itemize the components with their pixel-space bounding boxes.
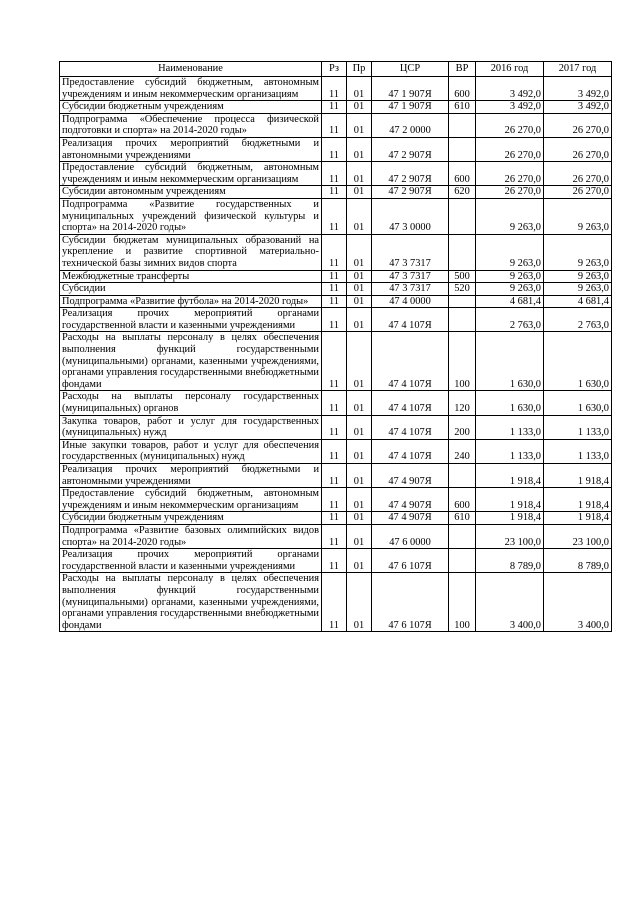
row-rz: 11 xyxy=(322,198,347,234)
table-row xyxy=(60,308,612,332)
row-pr: 01 xyxy=(347,270,372,283)
row-name-text: Расходы на выплаты персоналу государственных (муниципальных) органов xyxy=(62,391,319,415)
row-pr: 01 xyxy=(347,332,372,391)
row-pr: 01 xyxy=(347,198,372,234)
row-pr: 01 xyxy=(347,573,372,632)
row-csr: 47 6 107Я xyxy=(372,549,449,573)
row-amount-2016: 9 263,0 xyxy=(476,234,544,270)
row-amount-2017: 9 263,0 xyxy=(544,234,612,270)
row-vr xyxy=(449,549,476,573)
row-csr: 47 2 0000 xyxy=(372,113,449,137)
row-name-text: Субсидии бюджетным учреждениям xyxy=(62,512,224,524)
row-csr: 47 2 907Я xyxy=(372,186,449,199)
table-row xyxy=(60,512,612,525)
row-csr: 47 4 907Я xyxy=(372,464,449,488)
row-csr: 47 3 7317 xyxy=(372,234,449,270)
row-name xyxy=(60,464,322,488)
header-vr: ВР xyxy=(449,62,476,77)
row-rz: 11 xyxy=(322,308,347,332)
row-amount-2017: 3 492,0 xyxy=(544,101,612,114)
row-amount-2016: 3 492,0 xyxy=(476,77,544,101)
row-name-text: Иные закупки товаров, работ и услуг для обеспечения государственных (муниципальных) нужд xyxy=(62,439,319,463)
row-rz: 11 xyxy=(322,270,347,283)
row-name xyxy=(60,295,322,308)
row-name xyxy=(60,573,322,632)
row-name xyxy=(60,488,322,512)
row-pr: 01 xyxy=(347,283,372,296)
row-amount-2017: 26 270,0 xyxy=(544,137,612,161)
row-amount-2017: 9 263,0 xyxy=(544,270,612,283)
row-pr: 01 xyxy=(347,101,372,114)
row-name-text: Реализация прочих мероприятий органами государственной власти и казенными учреждениями xyxy=(62,549,319,572)
row-pr: 01 xyxy=(347,137,372,161)
row-amount-2016: 26 270,0 xyxy=(476,186,544,199)
row-amount-2016: 4 681,4 xyxy=(476,295,544,308)
row-pr: 01 xyxy=(347,186,372,199)
table-row xyxy=(60,573,612,632)
row-pr: 01 xyxy=(347,415,372,439)
row-name-text: Межбюджетные трансферты xyxy=(62,270,190,282)
row-amount-2017: 4 681,4 xyxy=(544,295,612,308)
table-row xyxy=(60,439,612,463)
row-amount-2017: 3 400,0 xyxy=(544,573,612,632)
row-pr: 01 xyxy=(347,113,372,137)
row-rz: 11 xyxy=(322,415,347,439)
table-row xyxy=(60,295,612,308)
row-vr: 520 xyxy=(449,283,476,296)
row-name xyxy=(60,391,322,415)
row-csr: 47 3 0000 xyxy=(372,198,449,234)
row-name-text: Предоставление субсидий бюджетным, автономным учреждениям и иным некоммерческим организациям xyxy=(62,488,319,511)
table-row xyxy=(60,101,612,114)
row-amount-2016: 26 270,0 xyxy=(476,162,544,186)
row-name xyxy=(60,137,322,161)
row-csr: 47 3 7317 xyxy=(372,270,449,283)
header-pr: Пр xyxy=(347,62,372,77)
row-name xyxy=(60,162,322,186)
row-amount-2016: 3 400,0 xyxy=(476,573,544,632)
row-csr: 47 1 907Я xyxy=(372,77,449,101)
row-name-text: Расходы на выплаты персоналу в целях обеспечения выполнения функций государственными (муниципальными) органами, казенными учреждениями, органами управления государственными внебюджетными фондами xyxy=(62,332,319,390)
row-name xyxy=(60,283,322,296)
header-2017: 2017 год xyxy=(544,62,612,77)
row-csr: 47 4 107Я xyxy=(372,439,449,463)
row-name xyxy=(60,186,322,199)
row-name-text: Подпрограмма «Развитие государственных и муниципальных учреждений физической культуры и спорта» на 2014-2020 годы» xyxy=(62,198,319,234)
row-rz: 11 xyxy=(322,186,347,199)
row-csr: 47 2 907Я xyxy=(372,162,449,186)
table-header-row xyxy=(60,62,612,77)
row-amount-2016: 1 918,4 xyxy=(476,488,544,512)
row-amount-2017: 1 918,4 xyxy=(544,512,612,525)
row-pr: 01 xyxy=(347,77,372,101)
table-row xyxy=(60,283,612,296)
row-name xyxy=(60,77,322,101)
row-csr: 47 4 907Я xyxy=(372,488,449,512)
table-row xyxy=(60,549,612,573)
row-vr: 100 xyxy=(449,332,476,391)
row-amount-2017: 1 133,0 xyxy=(544,439,612,463)
table-row xyxy=(60,464,612,488)
row-vr: 610 xyxy=(449,512,476,525)
row-amount-2016: 1 918,4 xyxy=(476,464,544,488)
table-row xyxy=(60,137,612,161)
row-csr: 47 2 907Я xyxy=(372,137,449,161)
row-vr: 600 xyxy=(449,77,476,101)
row-vr xyxy=(449,308,476,332)
table-row xyxy=(60,113,612,137)
row-amount-2016: 9 263,0 xyxy=(476,198,544,234)
row-vr: 500 xyxy=(449,270,476,283)
row-amount-2016: 1 133,0 xyxy=(476,439,544,463)
row-name-text: Подпрограмма «Развитие базовых олимпийских видов спорта» на 2014-2020 годы» xyxy=(62,524,319,548)
table-row xyxy=(60,270,612,283)
row-name xyxy=(60,524,322,548)
row-amount-2017: 1 918,4 xyxy=(544,488,612,512)
row-name-text: Реализация прочих мероприятий бюджетными и автономными учреждениями xyxy=(62,137,319,161)
row-rz: 11 xyxy=(322,283,347,296)
row-amount-2017: 26 270,0 xyxy=(544,113,612,137)
row-amount-2017: 9 263,0 xyxy=(544,198,612,234)
row-vr: 120 xyxy=(449,391,476,415)
header-name: Наименование xyxy=(60,62,322,77)
document-page xyxy=(59,61,611,632)
row-vr: 200 xyxy=(449,415,476,439)
row-rz: 11 xyxy=(322,439,347,463)
row-vr: 600 xyxy=(449,162,476,186)
table-row xyxy=(60,332,612,391)
header-rz: Рз xyxy=(322,62,347,77)
row-amount-2016: 9 263,0 xyxy=(476,270,544,283)
row-amount-2017: 23 100,0 xyxy=(544,524,612,548)
row-rz: 11 xyxy=(322,464,347,488)
table-row xyxy=(60,524,612,548)
row-csr: 47 4 107Я xyxy=(372,308,449,332)
row-rz: 11 xyxy=(322,113,347,137)
row-rz: 11 xyxy=(322,524,347,548)
table-row xyxy=(60,488,612,512)
row-rz: 11 xyxy=(322,549,347,573)
row-csr: 47 6 0000 xyxy=(372,524,449,548)
table-row xyxy=(60,415,612,439)
table-row xyxy=(60,162,612,186)
row-amount-2017: 1 133,0 xyxy=(544,415,612,439)
row-name-text: Субсидии бюджетам муниципальных образований на укрепление и развитие спортивной материально-технической базы зимних видов спорта xyxy=(62,234,319,269)
row-rz: 11 xyxy=(322,234,347,270)
row-amount-2016: 1 630,0 xyxy=(476,391,544,415)
row-vr: 610 xyxy=(449,101,476,114)
row-amount-2017: 1 630,0 xyxy=(544,391,612,415)
table-row xyxy=(60,198,612,234)
row-csr: 47 4 907Я xyxy=(372,512,449,525)
table-body xyxy=(60,77,612,632)
row-csr: 47 4 0000 xyxy=(372,295,449,308)
row-amount-2017: 1 918,4 xyxy=(544,464,612,488)
row-name xyxy=(60,101,322,114)
row-pr: 01 xyxy=(347,464,372,488)
row-name-text: Субсидии бюджетным учреждениям xyxy=(62,101,224,113)
row-name-text: Расходы на выплаты персоналу в целях обеспечения выполнения функций государственными (муниципальными) органами, казенными учреждениями, органами управления государственными внебюджетными фондами xyxy=(62,573,319,631)
row-rz: 11 xyxy=(322,391,347,415)
row-pr: 01 xyxy=(347,512,372,525)
row-rz: 11 xyxy=(322,295,347,308)
row-name xyxy=(60,234,322,270)
row-name xyxy=(60,198,322,234)
row-vr: 600 xyxy=(449,488,476,512)
row-name-text: Субсидии xyxy=(62,283,106,295)
row-vr xyxy=(449,113,476,137)
budget-table xyxy=(59,61,612,632)
row-name xyxy=(60,549,322,573)
row-pr: 01 xyxy=(347,488,372,512)
row-pr: 01 xyxy=(347,524,372,548)
row-vr xyxy=(449,295,476,308)
table-row xyxy=(60,234,612,270)
row-csr: 47 1 907Я xyxy=(372,101,449,114)
row-name xyxy=(60,308,322,332)
row-amount-2016: 8 789,0 xyxy=(476,549,544,573)
row-vr xyxy=(449,137,476,161)
table-row xyxy=(60,77,612,101)
row-amount-2016: 26 270,0 xyxy=(476,137,544,161)
row-rz: 11 xyxy=(322,512,347,525)
row-rz: 11 xyxy=(322,488,347,512)
row-pr: 01 xyxy=(347,391,372,415)
row-name xyxy=(60,512,322,525)
row-amount-2016: 1 133,0 xyxy=(476,415,544,439)
row-vr: 620 xyxy=(449,186,476,199)
row-csr: 47 4 107Я xyxy=(372,332,449,391)
table-row xyxy=(60,391,612,415)
row-amount-2017: 9 263,0 xyxy=(544,283,612,296)
row-name-text: Реализация прочих мероприятий органами государственной власти и казенными учреждениями xyxy=(62,308,319,331)
row-amount-2017: 26 270,0 xyxy=(544,162,612,186)
row-pr: 01 xyxy=(347,308,372,332)
row-amount-2016: 9 263,0 xyxy=(476,283,544,296)
row-vr xyxy=(449,198,476,234)
row-csr: 47 6 107Я xyxy=(372,573,449,632)
row-name-text: Предоставление субсидий бюджетным, автономным учреждениям и иным некоммерческим организациям xyxy=(62,77,319,100)
row-rz: 11 xyxy=(322,137,347,161)
row-amount-2016: 1 630,0 xyxy=(476,332,544,391)
row-name xyxy=(60,439,322,463)
row-amount-2017: 8 789,0 xyxy=(544,549,612,573)
row-name-text: Подпрограмма «Развитие футбола» на 2014-2020 годы» xyxy=(62,295,309,307)
row-pr: 01 xyxy=(347,439,372,463)
row-rz: 11 xyxy=(322,77,347,101)
row-name-text: Подпрограмма «Обеспечение процесса физической подготовки и спорта» на 2014-2020 годы» xyxy=(62,113,319,137)
row-pr: 01 xyxy=(347,549,372,573)
row-amount-2017: 1 630,0 xyxy=(544,332,612,391)
row-vr: 240 xyxy=(449,439,476,463)
row-pr: 01 xyxy=(347,234,372,270)
header-csr: ЦСР xyxy=(372,62,449,77)
row-name xyxy=(60,113,322,137)
row-rz: 11 xyxy=(322,101,347,114)
row-amount-2016: 1 918,4 xyxy=(476,512,544,525)
table-row xyxy=(60,186,612,199)
row-csr: 47 4 107Я xyxy=(372,391,449,415)
row-vr: 100 xyxy=(449,573,476,632)
row-amount-2016: 23 100,0 xyxy=(476,524,544,548)
row-vr xyxy=(449,234,476,270)
row-amount-2016: 26 270,0 xyxy=(476,113,544,137)
row-amount-2017: 3 492,0 xyxy=(544,77,612,101)
row-rz: 11 xyxy=(322,573,347,632)
row-name-text: Предоставление субсидий бюджетным, автономным учреждениям и иным некоммерческим организациям xyxy=(62,162,319,185)
row-name xyxy=(60,332,322,391)
row-vr xyxy=(449,464,476,488)
row-name-text: Субсидии автономным учреждениям xyxy=(62,186,226,198)
row-name-text: Реализация прочих мероприятий бюджетными и автономными учреждениями xyxy=(62,464,319,487)
row-name xyxy=(60,270,322,283)
row-amount-2017: 2 763,0 xyxy=(544,308,612,332)
row-amount-2017: 26 270,0 xyxy=(544,186,612,199)
row-csr: 47 3 7317 xyxy=(372,283,449,296)
row-amount-2016: 2 763,0 xyxy=(476,308,544,332)
header-2016: 2016 год xyxy=(476,62,544,77)
row-rz: 11 xyxy=(322,332,347,391)
row-csr: 47 4 107Я xyxy=(372,415,449,439)
row-pr: 01 xyxy=(347,295,372,308)
row-rz: 11 xyxy=(322,162,347,186)
row-name-text: Закупка товаров, работ и услуг для государственных (муниципальных) нужд xyxy=(62,415,319,439)
row-pr: 01 xyxy=(347,162,372,186)
row-name xyxy=(60,415,322,439)
row-amount-2016: 3 492,0 xyxy=(476,101,544,114)
row-vr xyxy=(449,524,476,548)
